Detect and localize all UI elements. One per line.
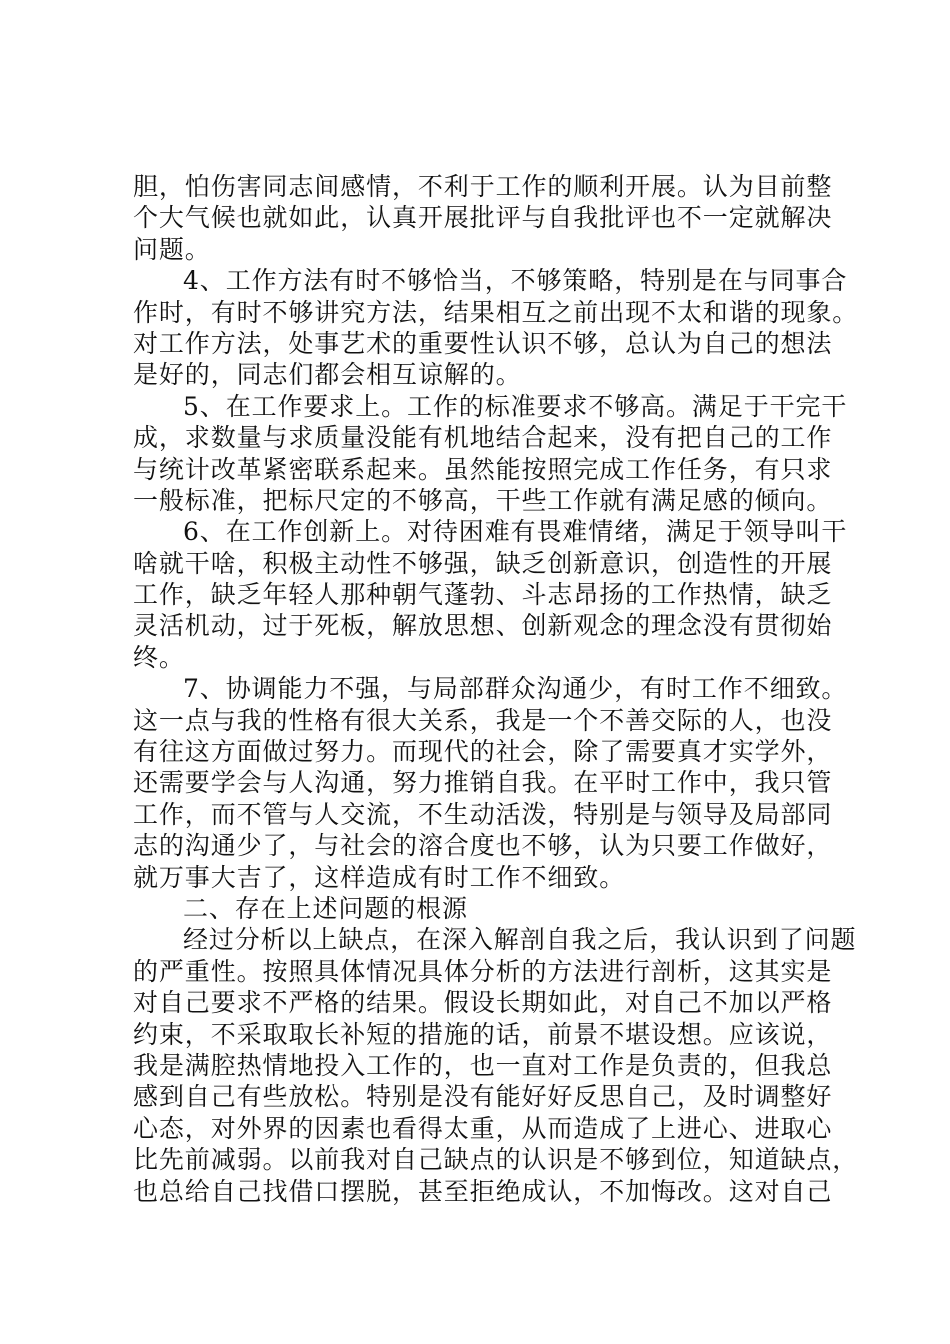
text-line: 还需要学会与人沟通，努力推销自我。在平时工作中，我只管	[133, 768, 833, 798]
text-line: 一般标准，把标尺定的不够高，干些工作就有满足感的倾向。	[133, 485, 833, 515]
text-line: 成，求数量与求质量没能有机地结合起来，没有把自己的工作	[133, 423, 833, 453]
text-line: 也总给自己找借口摆脱，甚至拒绝成认，不加悔改。这对自己	[133, 1176, 833, 1206]
text-line: 4、工作方法有时不够恰当，不够策略，特别是在与同事合	[183, 266, 848, 296]
text-line: 对工作方法，处事艺术的重要性认识不够，总认为自己的想法	[133, 328, 833, 358]
text-line: 对自己要求不严格的结果。假设长期如此，对自己不加以严格	[133, 988, 833, 1018]
text-line: 与统计改革紧密联系起来。虽然能按照完成工作任务，有只求	[133, 454, 833, 484]
text-line: 作时，有时不够讲究方法，结果相互之前出现不太和谐的现象。	[133, 297, 859, 327]
text-line: 约束，不采取取长补短的措施的话，前景不堪设想。应该说，	[133, 1019, 833, 1049]
text-line: 心态，对外界的因素也看得太重，从而造成了上进心、进取心	[133, 1113, 833, 1143]
text-line: 感到自己有些放松。特别是没有能好好反思自己，及时调整好	[133, 1082, 833, 1112]
text-line: 胆，怕伤害同志间感情，不利于工作的顺利开展。认为目前整	[133, 172, 833, 201]
text-line: 6、在工作创新上。对待困难有畏难情绪，满足于领导叫干	[183, 517, 848, 547]
text-line: 灵活机动，过于死板，解放思想、创新观念的理念没有贯彻始	[133, 611, 833, 641]
text-line: 经过分析以上缺点，在深入解剖自我之后，我认识到了问题	[183, 925, 857, 955]
text-line: 这一点与我的性格有很大关系，我是一个不善交际的人，也没	[133, 705, 833, 735]
text-line: 5、在工作要求上。工作的标准要求不够高。满足于干完干	[183, 391, 848, 421]
text-line: 问题。	[133, 234, 211, 264]
text-line: 啥就干啥，积极主动性不够强，缺乏创新意识，创造性的开展	[133, 548, 833, 578]
document-body	[133, 171, 859, 1207]
text-line: 7、协调能力不强，与局部群众沟通少，有时工作不细致。	[183, 674, 848, 704]
text-line: 比先前减弱。以前我对自己缺点的认识是不够到位，知道缺点，	[133, 1145, 859, 1175]
text-line: 二、存在上述问题的根源	[183, 893, 468, 923]
text-line: 就万事大吉了，这样造成有时工作不细致。	[133, 862, 626, 892]
text-line: 工作，而不管与人交流，不生动活泼，特别是与领导及局部同	[133, 799, 833, 829]
text-line: 是好的，同志们都会相互谅解的。	[133, 360, 522, 390]
text-line: 个大气候也就如此，认真开展批评与自我批评也不一定就解决	[133, 203, 833, 233]
text-line: 工作，缺乏年轻人那种朝气蓬勃、斗志昂扬的工作热情，缺乏	[133, 580, 833, 610]
text-line: 终。	[133, 642, 185, 672]
text-line: 志的沟通少了，与社会的溶合度也不够，认为只要工作做好，	[133, 831, 833, 861]
text-line: 的严重性。按照具体情况具体分析的方法进行剖析，这其实是	[133, 956, 833, 986]
text-line: 我是满腔热情地投入工作的，也一直对工作是负责的，但我总	[133, 1050, 833, 1080]
text-line: 有往这方面做过努力。而现代的社会，除了需要真才实学外，	[133, 737, 833, 767]
